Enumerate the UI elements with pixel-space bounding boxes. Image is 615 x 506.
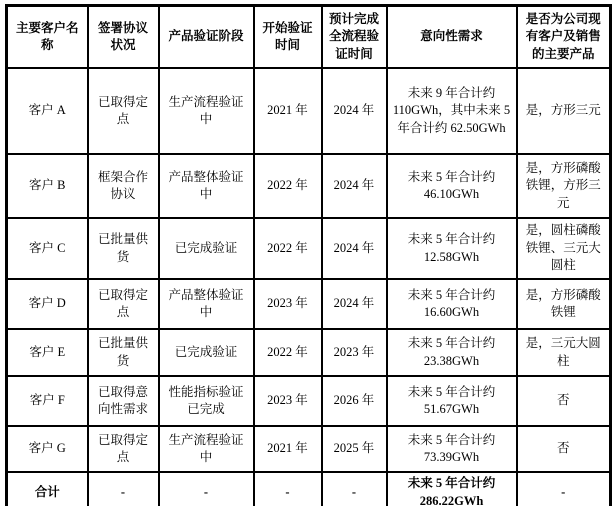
cell-start-time: 2022 年	[254, 154, 322, 218]
cell-agreement-status: 已取得定点	[88, 279, 159, 329]
cell-customer-name: 客户 A	[7, 68, 88, 154]
cell-agreement-status: 已取得定点	[88, 68, 159, 154]
cell-expected-completion-time: 2024 年	[322, 218, 387, 279]
cell-verification-stage: 产品整体验证中	[159, 154, 254, 218]
header-row	[7, 6, 611, 69]
cell-existing-customer-products: 是，圆柱磷酸铁锂、三元大圆柱	[517, 218, 611, 279]
cell-intent-demand: 未来 5 年合计约 16.60GWh	[387, 279, 517, 329]
header-agreement-status: 签署协议状况	[88, 6, 159, 69]
cell-total-stage: -	[159, 472, 254, 506]
table-row-customer-f	[7, 376, 611, 426]
cell-customer-name: 客户 B	[7, 154, 88, 218]
cell-intent-demand: 未来 5 年合计约 46.10GWh	[387, 154, 517, 218]
cell-intent-demand: 未来 5 年合计约 51.67GWh	[387, 376, 517, 426]
cell-existing-customer-products: 否	[517, 376, 611, 426]
cell-existing-customer-products: 是，三元大圆柱	[517, 329, 611, 376]
cell-expected-completion-time: 2025 年	[322, 426, 387, 472]
cell-expected-completion-time: 2024 年	[322, 68, 387, 154]
cell-intent-demand: 未来 9 年合计约 110GWh，其中未来 5 年合计约 62.50GWh	[387, 68, 517, 154]
cell-start-time: 2023 年	[254, 376, 322, 426]
cell-start-time: 2021 年	[254, 426, 322, 472]
cell-existing-customer-products: 否	[517, 426, 611, 472]
cell-total-existing: -	[517, 472, 611, 506]
cell-expected-completion-time: 2023 年	[322, 329, 387, 376]
cell-existing-customer-products: 是，方形磷酸铁锂	[517, 279, 611, 329]
table-row-customer-e	[7, 329, 611, 376]
cell-total-demand: 未来 5 年合计约 286.22GWh	[387, 472, 517, 506]
cell-start-time: 2023 年	[254, 279, 322, 329]
cell-customer-name: 客户 F	[7, 376, 88, 426]
cell-verification-stage: 性能指标验证已完成	[159, 376, 254, 426]
cell-total-agreement: -	[88, 472, 159, 506]
cell-expected-completion-time: 2024 年	[322, 154, 387, 218]
table-row-customer-g	[7, 426, 611, 472]
cell-customer-name: 客户 G	[7, 426, 88, 472]
header-start-time: 开始验证时间	[254, 6, 322, 69]
table-row-customer-c	[7, 218, 611, 279]
header-expected-completion-time: 预计完成全流程验证时间	[322, 6, 387, 69]
header-customer-name: 主要客户名称	[7, 6, 88, 69]
header-existing-customer-products: 是否为公司现有客户及销售的主要产品	[517, 6, 611, 69]
cell-existing-customer-products: 是，方形磷酸铁锂，方形三元	[517, 154, 611, 218]
cell-start-time: 2021 年	[254, 68, 322, 154]
cell-intent-demand: 未来 5 年合计约 12.58GWh	[387, 218, 517, 279]
cell-expected-completion-time: 2024 年	[322, 279, 387, 329]
cell-agreement-status: 已取得定点	[88, 426, 159, 472]
table-row-customer-d	[7, 279, 611, 329]
cell-intent-demand: 未来 5 年合计约 23.38GWh	[387, 329, 517, 376]
cell-verification-stage: 已完成验证	[159, 218, 254, 279]
cell-agreement-status: 已批量供货	[88, 329, 159, 376]
cell-start-time: 2022 年	[254, 218, 322, 279]
table-row-total	[7, 472, 611, 506]
cell-start-time: 2022 年	[254, 329, 322, 376]
cell-total-label: 合计	[7, 472, 88, 506]
cell-existing-customer-products: 是，方形三元	[517, 68, 611, 154]
cell-verification-stage: 生产流程验证中	[159, 68, 254, 154]
table-row-customer-a	[7, 68, 611, 154]
customer-verification-table	[5, 4, 612, 506]
header-intent-demand: 意向性需求	[387, 6, 517, 69]
cell-total-start: -	[254, 472, 322, 506]
table-row-customer-b	[7, 154, 611, 218]
cell-verification-stage: 产品整体验证中	[159, 279, 254, 329]
cell-total-expected: -	[322, 472, 387, 506]
cell-agreement-status: 已取得意向性需求	[88, 376, 159, 426]
cell-agreement-status: 已批量供货	[88, 218, 159, 279]
cell-agreement-status: 框架合作协议	[88, 154, 159, 218]
cell-customer-name: 客户 C	[7, 218, 88, 279]
cell-verification-stage: 生产流程验证中	[159, 426, 254, 472]
cell-expected-completion-time: 2026 年	[322, 376, 387, 426]
cell-customer-name: 客户 D	[7, 279, 88, 329]
header-verification-stage: 产品验证阶段	[159, 6, 254, 69]
cell-customer-name: 客户 E	[7, 329, 88, 376]
cell-verification-stage: 已完成验证	[159, 329, 254, 376]
cell-intent-demand: 未来 5 年合计约 73.39GWh	[387, 426, 517, 472]
